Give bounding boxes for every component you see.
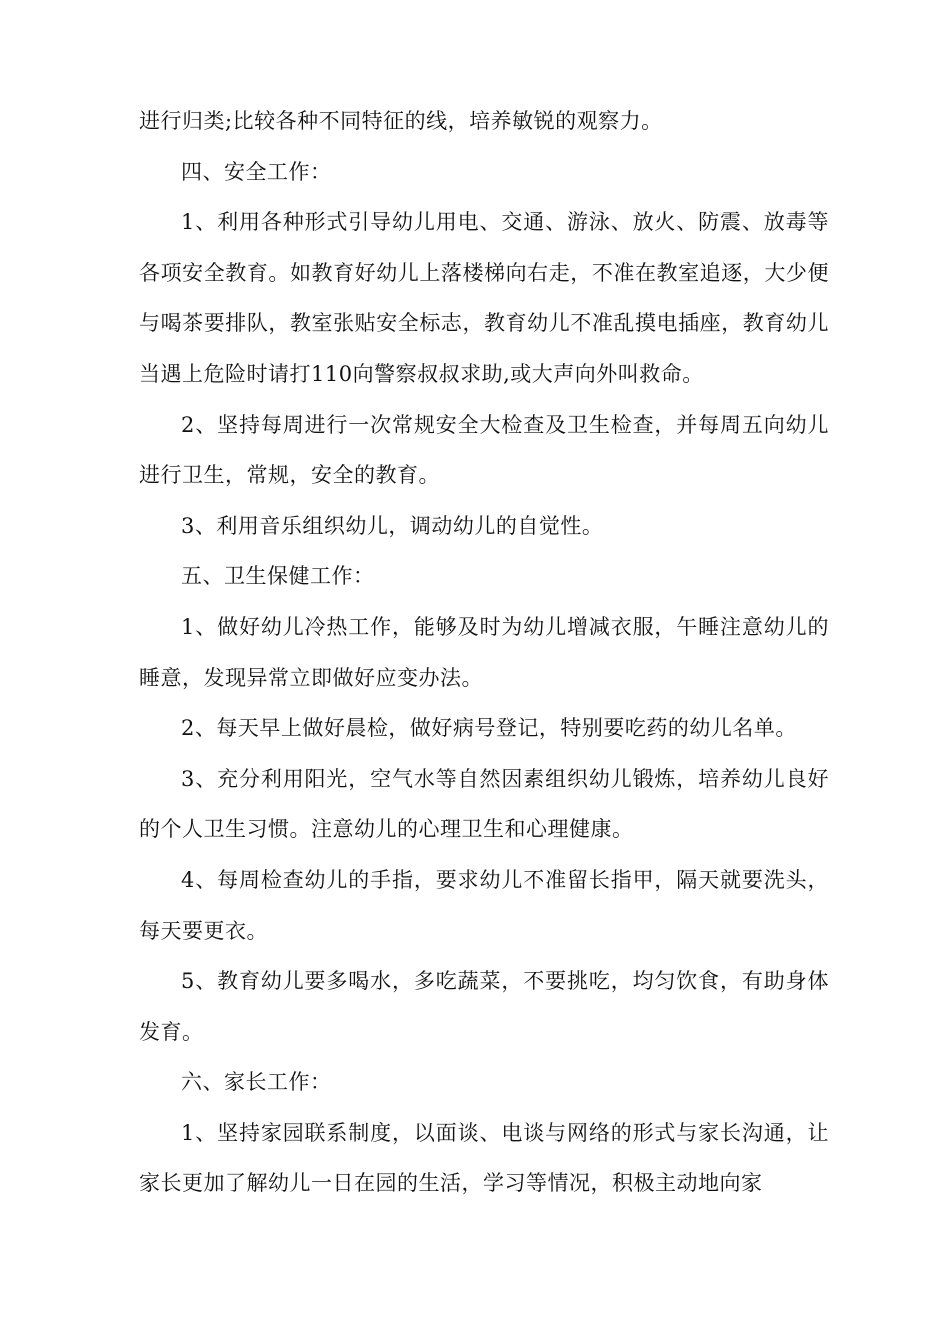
paragraph-health-5: 5、教育幼儿要多喝水，多吃蔬菜，不要挑吃，均匀饮食，有助身体发育。 xyxy=(139,969,829,1044)
paragraph-health-2: 2、每天早上做好晨检，做好病号登记，特别要吃药的幼儿名单。 xyxy=(181,716,797,741)
section-heading-health: 五、卫生保健工作： xyxy=(181,564,375,589)
paragraph-safety-2: 2、坚持每周进行一次常规安全大检查及卫生检查，并每周五向幼儿进行卫生，常规，安全的教育。 xyxy=(139,412,829,488)
paragraph-health-4: 4、每周检查幼儿的手指，要求幼儿不准留长指甲，隔天就要洗头，每天要更衣。 xyxy=(139,867,829,943)
section-heading-safety: 四、安全工作： xyxy=(181,159,332,184)
section-heading-parents: 六、家长工作： xyxy=(181,1070,332,1095)
paragraph-continuation: 进行归类;比较各种不同特征的线，培养敏锐的观察力。 xyxy=(139,109,663,133)
paragraph-health-1: 1、做好幼儿冷热工作，能够及时为幼儿增减衣服，午睡注意幼儿的睡意，发现异常立即做好应变办法。 xyxy=(139,614,829,690)
paragraph-parents-1: 1、坚持家园联系制度，以面谈、电谈与网络的形式与家长沟通，让家长更加了解幼儿一日在园的生活，学习等情况，积极主动地向家 xyxy=(139,1120,829,1196)
paragraph-safety-3: 3、利用音乐组织幼儿，调动幼儿的自觉性。 xyxy=(181,513,604,538)
paragraph-safety-1: 1、利用各种形式引导幼儿用电、交通、游泳、放火、防震、放毒等各项安全教育。如教育好幼儿上落楼梯向右走，不准在教室追逐，大少便与喝茶要排队，教室张贴安全标志，教育幼儿不准乱摸电插座，教育幼儿当遇上危险时请打110向警察叔叔求助,或大声向外叫救命。 xyxy=(139,210,829,386)
paragraph-health-3: 3、充分利用阳光，空气水等自然因素组织幼儿锻炼，培养幼儿良好的个人卫生习惯。注意幼儿的心理卫生和心理健康。 xyxy=(139,766,829,842)
document-body xyxy=(139,96,829,1209)
